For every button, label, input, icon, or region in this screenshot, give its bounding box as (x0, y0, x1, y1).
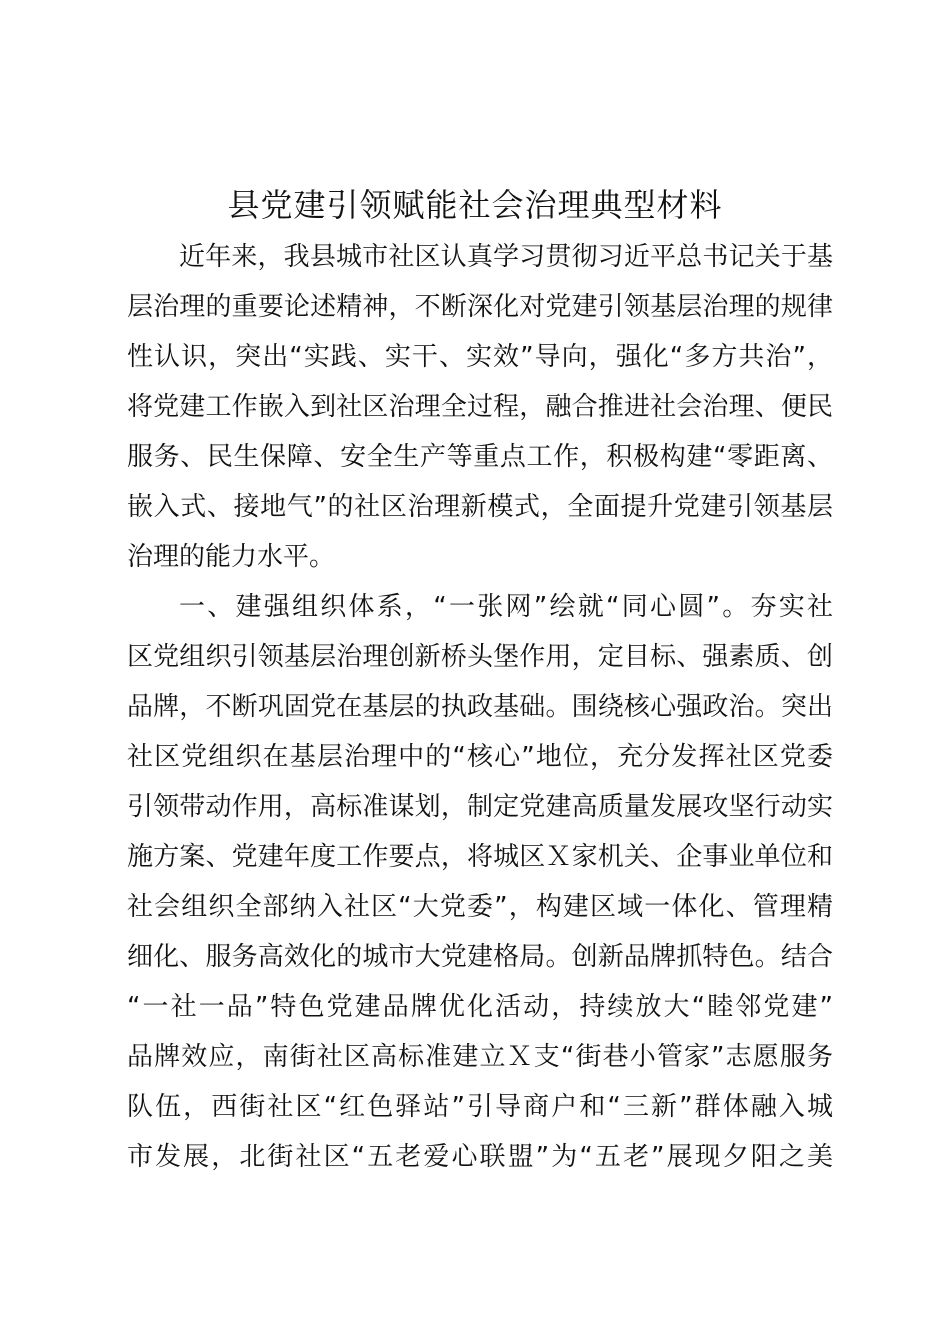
paragraph-line: 品牌效应，南街社区高标准建立Ｘ支“街巷小管家”志愿服务 (127, 1042, 833, 1072)
paragraph-line: 近年来，我县城市社区认真学习贯彻习近平总书记关于基 (179, 242, 833, 272)
paragraph-line: 品牌，不断巩固党在基层的执政基础。围绕核心强政治。突出 (127, 692, 833, 722)
paragraph-line: 队伍，西街社区“红色驿站”引导商户和“三新”群体融入城 (127, 1092, 833, 1122)
paragraph-line: “一社一品”特色党建品牌优化活动，持续放大“睦邻党建” (127, 992, 833, 1022)
paragraph-line: 施方案、党建年度工作要点，将城区Ｘ家机关、企事业单位和 (127, 842, 833, 872)
paragraph-line: 服务、民生保障、安全生产等重点工作，积极构建“零距离、 (127, 442, 833, 472)
paragraph-line: 层治理的重要论述精神，不断深化对党建引领基层治理的规律 (127, 292, 833, 322)
paragraph-line: 社区党组织在基层治理中的“核心”地位，充分发挥社区党委 (127, 742, 833, 772)
paragraph-line: 社会组织全部纳入社区“大党委”，构建区域一体化、管理精 (127, 892, 833, 922)
paragraph-intro (127, 232, 833, 582)
paragraph-section-one (127, 582, 833, 1182)
paragraph-line: 市发展，北街社区“五老爱心联盟”为“五老”展现夕阳之美 (127, 1142, 833, 1172)
paragraph-line: 引领带动作用，高标准谋划，制定党建高质量发展攻坚行动实 (127, 792, 833, 822)
paragraph-line: 一、建强组织体系，“一张网”绘就“同心圆”。夯实社 (179, 592, 833, 622)
document-title: 县党建引领赋能社会治理典型材料 (227, 186, 723, 224)
paragraph-line: 将党建工作嵌入到社区治理全过程，融合推进社会治理、便民 (127, 392, 833, 422)
paragraph-line: 区党组织引领基层治理创新桥头堡作用，定目标、强素质、创 (127, 642, 833, 672)
document-body (127, 232, 833, 1182)
paragraph-line: 治理的能力水平。 (127, 542, 336, 572)
paragraph-line: 性认识，突出“实践、实干、实效”导向，强化“多方共治”， (127, 342, 833, 372)
paragraph-line: 细化、服务高效化的城市大党建格局。创新品牌抓特色。结合 (127, 942, 833, 972)
paragraph-line: 嵌入式、接地气”的社区治理新模式，全面提升党建引领基层 (127, 492, 833, 522)
